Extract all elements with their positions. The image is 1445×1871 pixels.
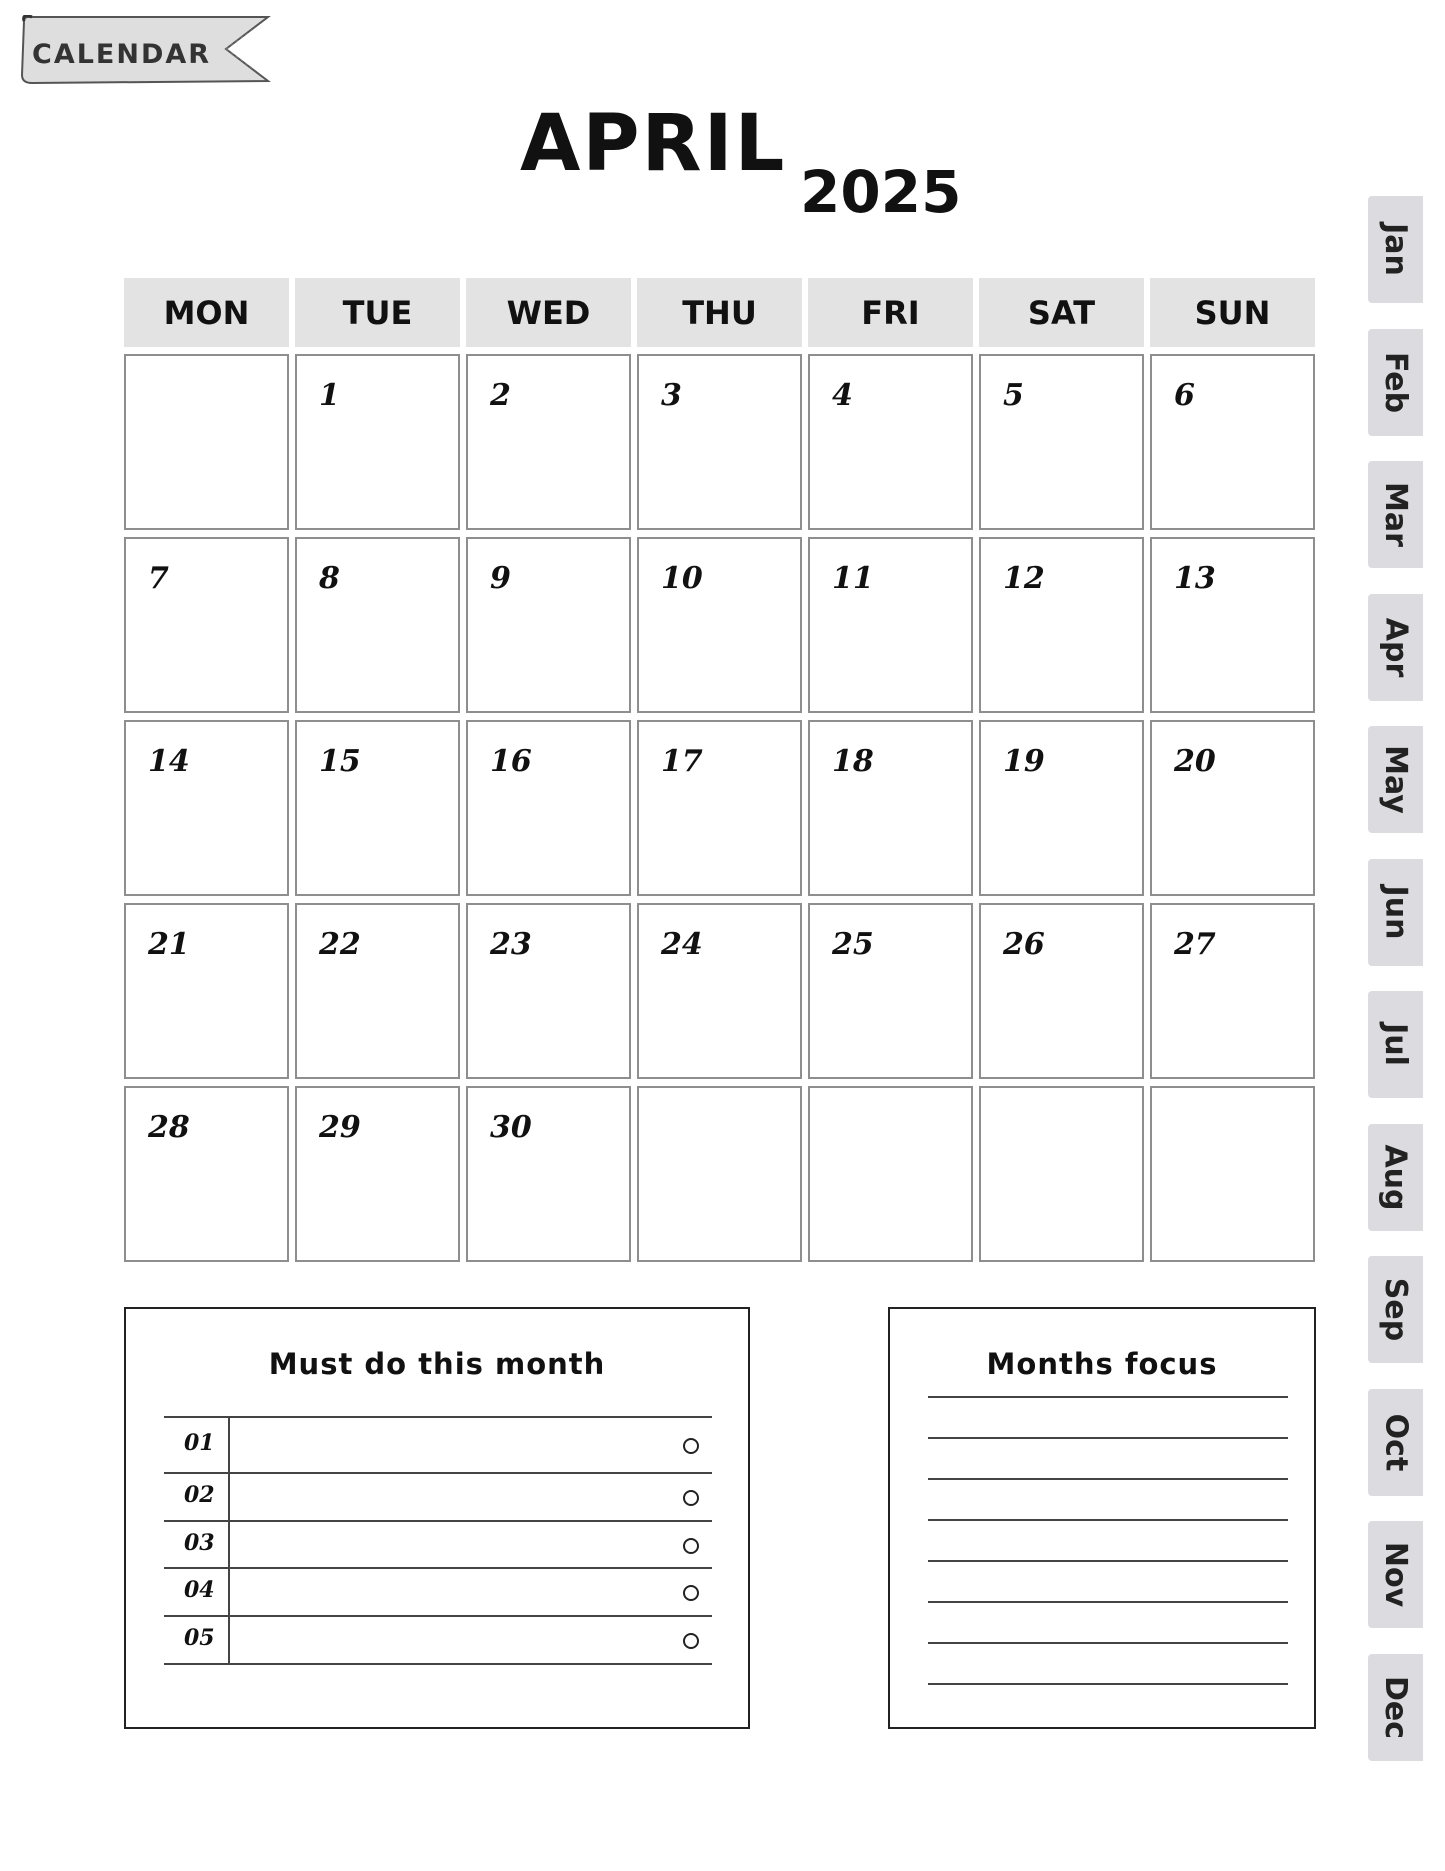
month-tab-label: Nov	[1378, 1541, 1413, 1608]
day-cell-7[interactable]	[124, 537, 289, 713]
day-cell-28[interactable]	[124, 1086, 289, 1262]
focus-title: Months focus	[986, 1347, 1218, 1381]
todo-checkbox[interactable]	[683, 1438, 699, 1454]
day-number: 27	[1174, 927, 1216, 962]
day-cell-26[interactable]	[979, 903, 1144, 1079]
todo-divider	[164, 1615, 712, 1617]
day-cell-3[interactable]	[637, 354, 802, 530]
must-do-title: Must do this month	[268, 1347, 606, 1381]
day-cell-16[interactable]	[466, 720, 631, 896]
day-number: 10	[661, 561, 703, 596]
month-tab-label: Jun	[1377, 885, 1413, 939]
day-number: 21	[148, 927, 190, 962]
todo-column-divider	[228, 1416, 230, 1663]
month-tab-label: Feb	[1378, 351, 1414, 413]
day-number: 18	[832, 744, 874, 779]
day-cell-5[interactable]	[979, 354, 1144, 530]
day-number: 15	[319, 744, 361, 779]
day-number: 12	[1003, 561, 1045, 596]
day-number: 22	[319, 927, 361, 962]
day-cell-empty[interactable]	[808, 1086, 973, 1262]
day-number: 20	[1174, 744, 1216, 779]
day-cell-8[interactable]	[295, 537, 460, 713]
weekday-header-sun: SUN	[1150, 278, 1315, 347]
ribbon-label: CALENDAR	[32, 39, 212, 70]
day-cell-22[interactable]	[295, 903, 460, 1079]
day-cell-13[interactable]	[1150, 537, 1315, 713]
day-cell-24[interactable]	[637, 903, 802, 1079]
day-number: 25	[832, 927, 874, 962]
day-number: 17	[661, 744, 703, 779]
day-number: 30	[490, 1110, 532, 1145]
day-cell-25[interactable]	[808, 903, 973, 1079]
day-cell-6[interactable]	[1150, 354, 1315, 530]
day-cell-2[interactable]	[466, 354, 631, 530]
month-tab-label: Dec	[1378, 1675, 1414, 1739]
day-cell-empty[interactable]	[979, 1086, 1144, 1262]
day-cell-17[interactable]	[637, 720, 802, 896]
month-title: APRIL	[520, 99, 787, 189]
todo-item-number: 05	[184, 1625, 215, 1651]
year-title: 2025	[800, 158, 962, 226]
day-cell-empty[interactable]	[1150, 1086, 1315, 1262]
calendar-ribbon	[20, 15, 272, 87]
day-cell-4[interactable]	[808, 354, 973, 530]
day-number: 5	[1003, 378, 1024, 413]
weekday-header-fri: FRI	[808, 278, 973, 347]
day-number: 6	[1174, 378, 1195, 413]
focus-writing-line[interactable]	[928, 1519, 1288, 1521]
todo-item-number: 03	[184, 1529, 215, 1556]
weekday-header-mon: MON	[124, 278, 289, 347]
todo-divider	[164, 1416, 712, 1418]
day-number: 4	[832, 378, 853, 413]
day-number: 3	[661, 378, 682, 413]
day-cell-27[interactable]	[1150, 903, 1315, 1079]
todo-checkbox[interactable]	[683, 1490, 699, 1506]
day-cell-9[interactable]	[466, 537, 631, 713]
day-cell-29[interactable]	[295, 1086, 460, 1262]
day-number: 7	[148, 561, 169, 596]
month-tab-oct[interactable]	[1368, 1389, 1423, 1496]
month-tab-mar[interactable]	[1368, 461, 1423, 568]
day-cell-1[interactable]	[295, 354, 460, 530]
month-tab-jan[interactable]	[1368, 196, 1423, 303]
day-cell-23[interactable]	[466, 903, 631, 1079]
todo-item-number: 01	[184, 1430, 215, 1456]
todo-divider	[164, 1663, 712, 1665]
focus-panel	[888, 1307, 1316, 1729]
todo-checkbox[interactable]	[683, 1633, 699, 1649]
month-tab-label: May	[1378, 745, 1414, 814]
day-number: 14	[148, 744, 190, 779]
day-cell-empty[interactable]	[637, 1086, 802, 1262]
focus-writing-line[interactable]	[928, 1601, 1288, 1603]
focus-writing-line[interactable]	[928, 1478, 1288, 1480]
day-number: 1	[319, 378, 340, 413]
month-tab-label: Aug	[1378, 1143, 1413, 1211]
todo-divider	[164, 1567, 712, 1569]
day-number: 13	[1174, 561, 1216, 596]
focus-writing-line[interactable]	[928, 1683, 1288, 1685]
month-tab-nov[interactable]	[1368, 1521, 1423, 1628]
day-number: 9	[490, 561, 511, 596]
todo-divider	[164, 1472, 712, 1474]
day-number: 11	[832, 561, 874, 596]
todo-checkbox[interactable]	[683, 1585, 699, 1601]
day-cell-21[interactable]	[124, 903, 289, 1079]
focus-writing-line[interactable]	[928, 1396, 1288, 1398]
day-number: 28	[148, 1110, 190, 1145]
todo-checkbox[interactable]	[683, 1538, 699, 1554]
day-number: 24	[661, 927, 703, 962]
day-number: 29	[319, 1110, 361, 1145]
day-cell-14[interactable]	[124, 720, 289, 896]
day-cell-10[interactable]	[637, 537, 802, 713]
must-do-panel	[124, 1307, 750, 1729]
month-tab-label: Apr	[1378, 617, 1413, 677]
month-tab-label: Oct	[1378, 1413, 1414, 1471]
todo-divider	[164, 1520, 712, 1522]
day-number: 16	[490, 744, 532, 779]
day-cell-11[interactable]	[808, 537, 973, 713]
day-number: 2	[490, 378, 511, 413]
todo-item-number: 04	[184, 1577, 215, 1603]
day-cell-empty[interactable]	[124, 354, 289, 530]
month-tab-label: Jul	[1378, 1023, 1413, 1066]
focus-writing-line[interactable]	[928, 1437, 1288, 1439]
focus-writing-line[interactable]	[928, 1560, 1288, 1562]
month-tab-jun[interactable]	[1368, 859, 1423, 966]
todo-item-number: 02	[184, 1482, 215, 1508]
month-tab-label: Mar	[1378, 482, 1413, 547]
day-number: 23	[490, 927, 532, 962]
weekday-header-sat: SAT	[979, 278, 1144, 347]
month-tab-apr[interactable]	[1368, 594, 1423, 701]
month-tab-label: Jan	[1377, 223, 1413, 276]
weekday-header-tue: TUE	[295, 278, 460, 347]
weekday-header-wed: WED	[466, 278, 631, 347]
month-tab-jul[interactable]	[1368, 991, 1423, 1098]
month-tab-dec[interactable]	[1368, 1654, 1423, 1761]
day-cell-18[interactable]	[808, 720, 973, 896]
day-cell-20[interactable]	[1150, 720, 1315, 896]
weekday-header-thu: THU	[637, 278, 802, 347]
month-tab-may[interactable]	[1368, 726, 1423, 833]
focus-writing-line[interactable]	[928, 1642, 1288, 1644]
day-number: 8	[319, 561, 340, 596]
month-tab-aug[interactable]	[1368, 1124, 1423, 1231]
day-cell-30[interactable]	[466, 1086, 631, 1262]
day-cell-12[interactable]	[979, 537, 1144, 713]
day-number: 19	[1003, 744, 1045, 779]
day-cell-19[interactable]	[979, 720, 1144, 896]
day-number: 26	[1003, 927, 1045, 962]
month-tab-label: Sep	[1378, 1277, 1413, 1342]
month-tab-feb[interactable]	[1368, 329, 1423, 436]
month-tab-sep[interactable]	[1368, 1256, 1423, 1363]
day-cell-15[interactable]	[295, 720, 460, 896]
